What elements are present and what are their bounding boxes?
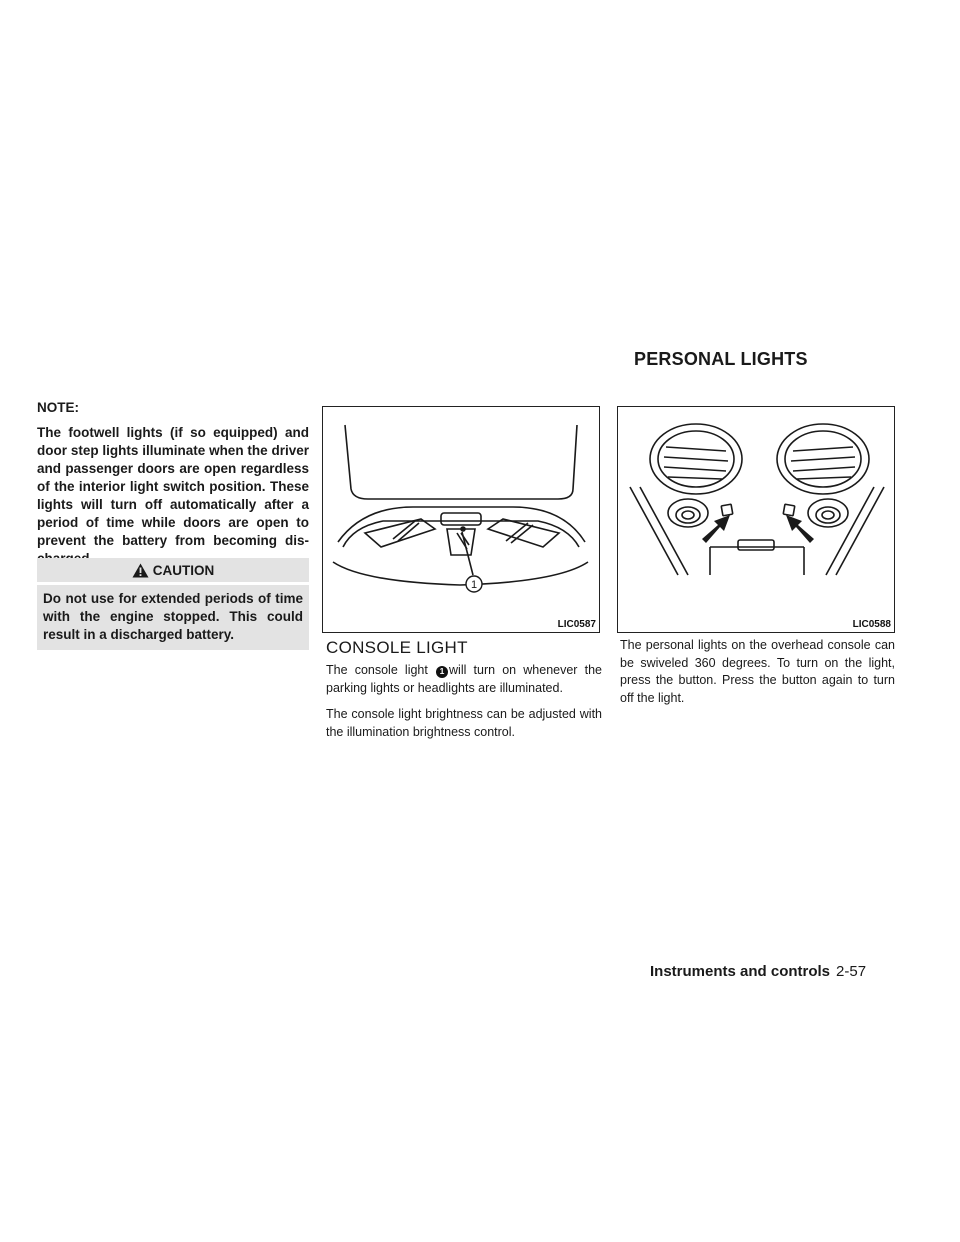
figure-personal-lights [617, 406, 895, 633]
caution-header [37, 558, 309, 582]
console-light-heading: CONSOLE LIGHT [326, 638, 468, 657]
note-text: The footwell lights (if so equipped) and door step lights illuminate when the driver and passenger doors are open regardless of the interior light switch position. These lights will turn off automatically after a period of time while doors are open to prevent the battery from becoming dis- [37, 425, 309, 548]
callout-1-label: 1 [470, 579, 478, 591]
caution-box [37, 558, 309, 650]
figure-label: LIC0587 [557, 619, 596, 630]
callout-1-icon: 1 [436, 666, 448, 678]
personal-lights-text [620, 637, 895, 716]
console-light-paragraph-2: The console light brightness can be adjusted with the illumination brightness control. [326, 707, 602, 739]
figure-label: LIC0588 [852, 619, 891, 630]
note-block [37, 400, 309, 568]
personal-lights-illustration [618, 407, 893, 617]
caution-title: CAUTION [152, 562, 215, 578]
note-label: NOTE: [37, 400, 79, 415]
warning-triangle-icon [132, 563, 149, 578]
caution-text: Do not use for extended periods of time with the engine stopped. This could result in a discharged battery. [37, 585, 309, 650]
console-light-illustration [323, 407, 598, 617]
footer-title: Instruments and controls [650, 963, 831, 980]
section-header: PERSONAL LIGHTS [634, 349, 808, 369]
figure-console-light [322, 406, 600, 633]
personal-lights-paragraph: The personal lights on the overhead console can be swiveled 360 degrees. To turn on the light, press the button. Press the button again to turn off the light. [620, 638, 895, 705]
console-light-text [326, 662, 602, 750]
console-light-paragraph-1 [326, 662, 602, 697]
page-footer [650, 963, 866, 980]
page-number: 2-57 [836, 963, 867, 980]
paragraph-text-start: The console light [326, 663, 436, 677]
paragraph-text-end: will turn on whenever the parking lights or headlights are illuminated. [326, 663, 602, 695]
